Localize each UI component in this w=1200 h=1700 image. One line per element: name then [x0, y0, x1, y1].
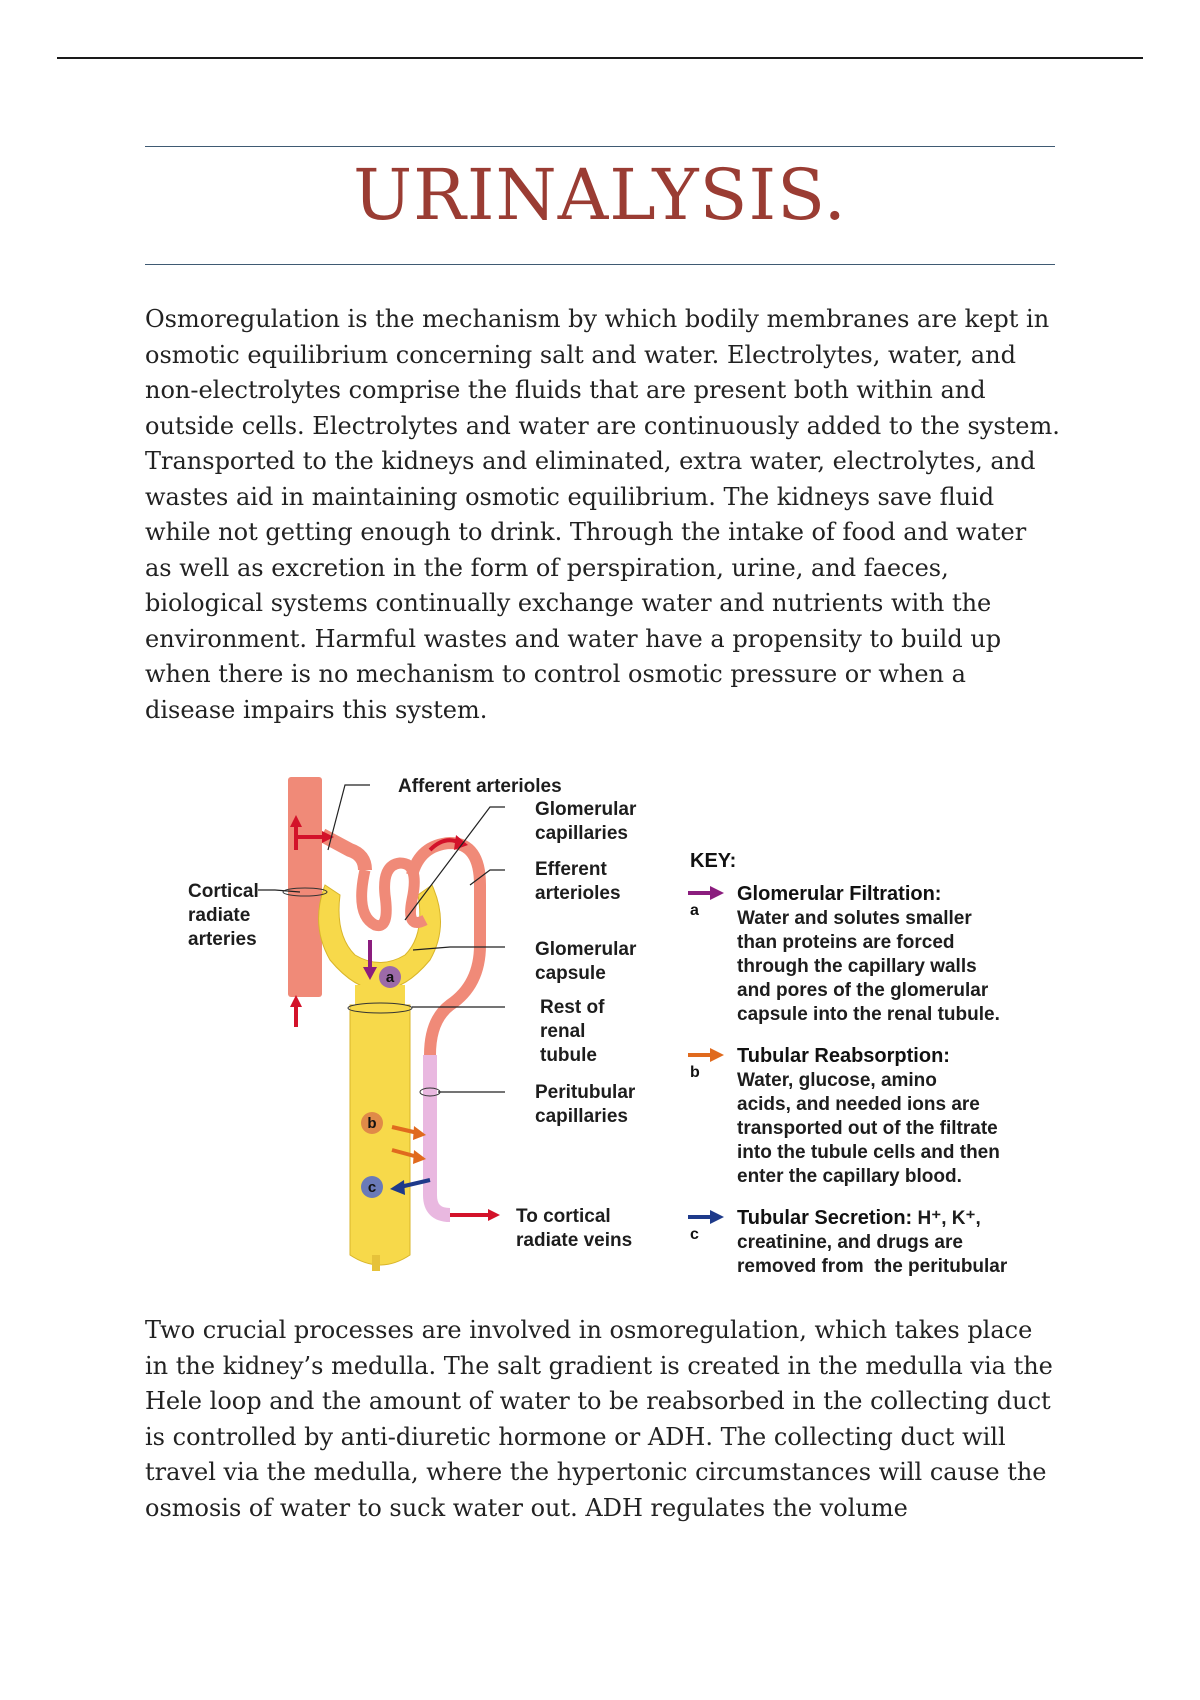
- label-peritubular-2: capillaries: [535, 1106, 628, 1127]
- label-rest-of-tubule-3: tubule: [540, 1045, 597, 1066]
- page-title: URINALYSIS.: [353, 154, 847, 236]
- nephron-diagram: [150, 755, 1050, 1290]
- osmoregulation-paragraph: Two crucial processes are involved in osmoregulation, which takes place in the kidney’s medulla. The salt gradient is created in the medulla via the Hele loop and the amount of water to be reabsorbed in the collecting duct is controlled by anti-diuretic hormone or ADH. The collecting duct will travel via the medulla, where the hypertonic circumstances will cause the osmosis of water to suck water out. ADH regulates the volume: [145, 1316, 1053, 1522]
- key-arrowhead-c: [710, 1210, 724, 1224]
- key-b-line-4: into the tubule cells and then: [737, 1142, 1000, 1163]
- key-a-line-1: Water and solutes smaller: [737, 908, 972, 929]
- label-rest-of-tubule-2: renal: [540, 1021, 586, 1042]
- label-efferent-1: Efferent: [535, 859, 607, 880]
- key-b-line-1: Water, glucose, amino: [737, 1070, 937, 1091]
- key-c-line-1: creatinine, and drugs are: [737, 1232, 963, 1253]
- key-heading-c: Tubular Secretion:: [737, 1207, 913, 1229]
- key-b-line-3: transported out of the filtrate: [737, 1118, 998, 1139]
- circle-b-label: b: [367, 1115, 377, 1132]
- page-top-rule: [57, 57, 1143, 59]
- label-to-veins-2: radiate veins: [516, 1230, 633, 1251]
- circle-a-label: a: [385, 969, 395, 986]
- label-to-veins-1: To cortical: [516, 1206, 611, 1227]
- key-heading-a: Glomerular Filtration:: [737, 883, 942, 905]
- key-a-line-3: through the capillary walls: [737, 956, 977, 977]
- title-bottom-rule: [145, 264, 1055, 265]
- key-letter-b: b: [690, 1064, 700, 1081]
- label-glomerular-capillaries-2: capillaries: [535, 823, 628, 844]
- key-heading-b: Tubular Reabsorption:: [737, 1045, 950, 1067]
- intro-paragraph: Osmoregulation is the mechanism by which bodily membranes are kept in osmotic equilibrium concerning salt and water. Electrolytes, water, and non-electrolytes comprise the fluids that are present both within and outside cells. Electrolytes and water are continuously added to the system. Transported to the kidneys and eliminated, extra water, electrolytes, and wastes aid in maintaining osmotic equilibrium. The kidneys save fluid while not getting enough to drink. Through the intake of food and water as well as excretion in the form of perspiration, urine, and faeces, biological systems continually exchange water and nutrients with the environment. Harmful wastes and water have a propensity to build up when there is no mechanism to control osmotic pressure or when a disease impairs this system.: [145, 305, 1060, 724]
- key-a-line-5: capsule into the renal tubule.: [737, 1004, 1000, 1025]
- key-title: KEY:: [690, 850, 737, 872]
- label-peritubular-1: Peritubular: [535, 1082, 636, 1103]
- key-heading-c-line: [737, 1207, 981, 1229]
- label-cortical-2: radiate: [188, 905, 251, 926]
- red-arrowhead-5: [488, 1209, 500, 1221]
- afferent-arteriole: [322, 835, 365, 870]
- label-cortical-3: arteries: [188, 929, 257, 950]
- capsule-neck: [355, 985, 405, 1015]
- label-glomerular-capillaries-1: Glomerular: [535, 799, 637, 820]
- key-a-line-4: and pores of the glomerular: [737, 980, 989, 1001]
- nephron-diagram-svg: [150, 755, 1050, 1290]
- circle-c-label: c: [367, 1179, 377, 1196]
- title-top-rule: [145, 146, 1055, 147]
- key-arrowhead-b: [710, 1048, 724, 1062]
- tubule-outlet: [372, 1255, 380, 1271]
- label-afferent-arterioles: Afferent arterioles: [398, 776, 562, 797]
- key-a-line-2: than proteins are forced: [737, 932, 955, 953]
- peritubular-capillary: [430, 1055, 450, 1215]
- label-rest-of-tubule-1: Rest of: [540, 997, 605, 1018]
- label-cortical-1: Cortical: [188, 881, 259, 902]
- label-glomerular-capsule-2: capsule: [535, 963, 606, 984]
- key-b-line-5: enter the capillary blood.: [737, 1166, 962, 1187]
- label-efferent-2: arterioles: [535, 883, 621, 904]
- key-b-line-2: acids, and needed ions are: [737, 1094, 980, 1115]
- key-letter-c: c: [690, 1226, 699, 1243]
- cortical-radiate-artery: [288, 777, 322, 997]
- label-glomerular-capsule-1: Glomerular: [535, 939, 637, 960]
- renal-tubule: [350, 1005, 410, 1265]
- key-heading-c-suffix: H⁺, K⁺,: [912, 1208, 981, 1229]
- key-letter-a: a: [690, 902, 699, 919]
- key-arrowhead-a: [710, 886, 724, 900]
- key-c-line-2: removed from the peritubular: [737, 1256, 1008, 1277]
